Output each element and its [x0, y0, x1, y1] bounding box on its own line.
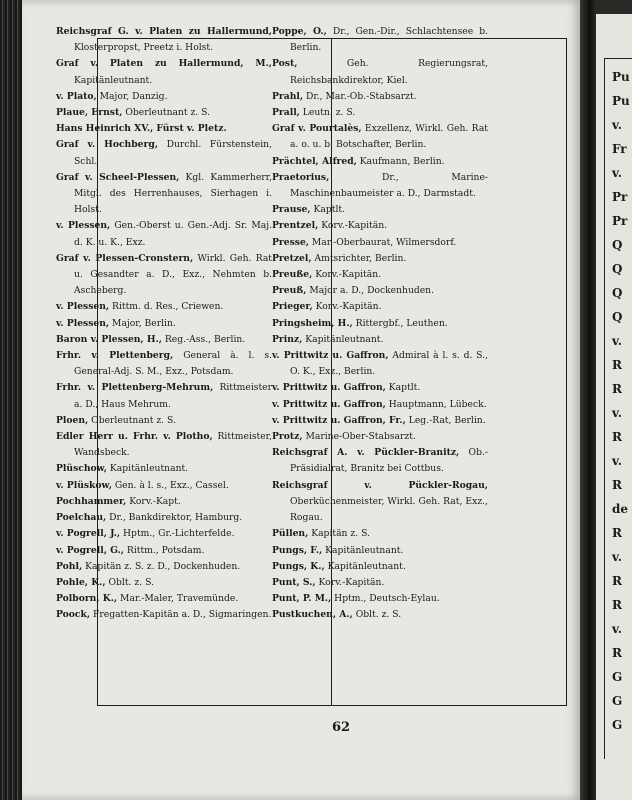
- entry-details: Mar.-Oberbaurat, Wilmersdorf.: [308, 236, 457, 248]
- entry-name: Edler Herr u. Frhr. v. Plotho,: [56, 431, 213, 443]
- entry-details: Korv.-Kapitän.: [312, 269, 382, 281]
- directory-entry: [56, 607, 272, 623]
- directory-entry: [272, 559, 488, 575]
- entry-name: Prall,: [272, 107, 300, 119]
- directory-entry: [272, 218, 488, 234]
- directory-entry: [272, 607, 488, 623]
- directory-entry: [272, 299, 488, 315]
- directory-entry: [56, 316, 272, 332]
- entry-details: Geh. Regierungsrat, Reichsbankdirektor, Kiel.: [290, 58, 488, 86]
- directory-entry: [272, 283, 488, 299]
- directory-entry: [272, 251, 488, 267]
- entry-details: Ob.-Präsidialrat, Branitz bei Cottbus.: [290, 447, 488, 475]
- directory-entry: [272, 235, 488, 251]
- entry-name: Reichsgraf G. v. Platen zu Hallermund,: [56, 26, 272, 37]
- left-column: [56, 24, 272, 624]
- entry-name: Preuße,: [272, 269, 313, 281]
- directory-entry: [56, 494, 272, 510]
- right-page-fragment: de: [612, 502, 629, 516]
- right-page-fragment: R: [612, 382, 622, 396]
- entry-name: Prahl,: [272, 90, 304, 102]
- directory-entry: [56, 348, 272, 380]
- entry-details: Rittm., Potsdam.: [124, 544, 205, 556]
- directory-entry: [272, 575, 488, 591]
- right-page-fragment: v.: [612, 622, 622, 636]
- entry-details: Oberleutnant z. S.: [88, 414, 176, 426]
- directory-entry: [56, 413, 272, 429]
- entry-details: Oblt. z. S.: [105, 576, 154, 588]
- right-column: [272, 24, 488, 624]
- entry-name: v. Pogrell, G.,: [56, 544, 125, 556]
- entry-name: Prächtel, Alfred,: [272, 155, 357, 167]
- directory-entry: [56, 591, 272, 607]
- right-page-fragment: v.: [612, 166, 622, 180]
- right-page-fragment: v.: [612, 454, 622, 468]
- entry-name: Prinz,: [272, 333, 303, 345]
- entry-details: Amtsrichter, Berlin.: [311, 252, 407, 264]
- entry-details: Kapitänleutnant.: [74, 74, 153, 86]
- right-page-edge: [596, 14, 632, 800]
- entry-details: Admiral à l. s. d. S., O. K., Exz., Berlin.: [290, 350, 488, 378]
- entry-details: Gen.-Oberst u. Gen.-Adj. Sr. Maj. d. K. u. K., Exz.: [74, 220, 273, 248]
- entry-name: Poppe, O.,: [272, 26, 327, 37]
- directory-entry: [272, 543, 488, 559]
- entry-details: General à. l. s. General-Adj. S. M., Exz., Potsdam.: [74, 350, 273, 378]
- directory-entry: [56, 526, 272, 542]
- directory-entry: [272, 105, 488, 121]
- entry-details: Korv.-Kapitän.: [315, 576, 385, 588]
- entry-details: Korv.-Kapitän.: [318, 220, 388, 232]
- entry-name: Pungs, K.,: [272, 560, 325, 572]
- entry-name: Pretzel,: [272, 252, 312, 264]
- entry-details: Leutn. z. S.: [299, 107, 356, 119]
- entry-name: Reichsgraf v. Pückler-Rogau,: [272, 479, 488, 491]
- entry-details: Durchl. Fürstenstein, Schl.: [74, 139, 272, 167]
- entry-name: Hans Heinrich XV., Fürst v. Pletz.: [56, 123, 227, 135]
- entry-name: Presse,: [272, 236, 309, 248]
- entry-details: Korv.-Kapitän.: [312, 301, 382, 313]
- entry-name: Pohle, K.,: [56, 576, 106, 588]
- entry-details: Major, Berlin.: [109, 317, 176, 329]
- directory-entry: [56, 429, 272, 461]
- entry-details: Hptm., Gr.-Lichterfelde.: [120, 528, 235, 540]
- directory-entry: [56, 461, 272, 477]
- entry-name: v. Plüskow,: [56, 479, 112, 491]
- book-edge: [0, 0, 24, 800]
- entry-details: Wirkl. Geh. Rat u. Gesandter a. D., Exz., Nehmten b. Ascheberg.: [74, 252, 272, 297]
- entry-details: Kapitän z. S. z. D., Dockenhuden.: [82, 560, 241, 572]
- entry-details: Dr., Mar.-Ob.-Stabsarzt.: [303, 90, 417, 102]
- right-page-fragment: R: [612, 574, 622, 588]
- entry-name: v. Prittwitz u. Gaffron,: [272, 398, 386, 410]
- right-page-fragment: G: [612, 670, 623, 684]
- directory-entry: [272, 380, 488, 396]
- left-page: [22, 0, 582, 800]
- directory-entry: [272, 121, 488, 153]
- directory-entry: [56, 137, 272, 169]
- entry-name: Punt, P. M.,: [272, 593, 332, 605]
- directory-entry: [56, 24, 272, 56]
- entry-name: Protz,: [272, 431, 303, 443]
- directory-entry: [272, 56, 488, 88]
- entry-details: Reg.-Ass., Berlin.: [161, 333, 246, 345]
- entry-name: v. Pogrell, J.,: [56, 528, 121, 540]
- entry-name: Graf v. Platen zu Hallermund, M.,: [56, 58, 272, 70]
- entry-details: Hptm., Deutsch-Eylau.: [331, 593, 440, 605]
- entry-details: Marine-Ober-Stabsarzt.: [302, 431, 416, 443]
- entry-name: v. Plessen,: [56, 317, 110, 329]
- entry-name: v. Plessen,: [56, 301, 110, 313]
- entry-details: Rittm. d. Res., Criewen.: [109, 301, 224, 313]
- entry-details: Major a. D., Dockenhuden.: [306, 285, 435, 297]
- directory-entry: [272, 267, 488, 283]
- entry-details: Dr., Marine-Maschinenbaumeister a. D., Darmstadt.: [290, 171, 488, 200]
- entry-name: Pohl,: [56, 560, 83, 572]
- book-gutter: [580, 0, 596, 800]
- entry-details: Kapitänleutnant.: [107, 463, 189, 475]
- directory-entry: [272, 591, 488, 607]
- entry-details: Oblt. z. S.: [352, 609, 402, 621]
- entry-details: Kapitän z. S.: [308, 528, 370, 540]
- entry-details: Korv.-Kapt.: [126, 495, 181, 507]
- entry-details: Rittmeister, Wandsbeck.: [74, 431, 272, 459]
- entry-name: Preuß,: [272, 285, 307, 297]
- entry-name: Pustkuchen, A.,: [272, 609, 353, 621]
- directory-entry: [56, 299, 272, 315]
- entry-name: Plüschow,: [56, 463, 108, 475]
- entry-name: v. Plessen,: [56, 220, 111, 232]
- directory-entry: [272, 348, 488, 380]
- directory-entry: [56, 251, 272, 300]
- entry-details: Hauptmann, Lübeck.: [385, 398, 487, 410]
- directory-entry: [56, 575, 272, 591]
- entry-name: v. Prittwitz u. Gaffron,: [272, 382, 386, 394]
- directory-entry: [272, 429, 488, 445]
- entry-name: Graf v. Hochberg,: [56, 139, 158, 151]
- entry-details: Dr., Bankdirektor, Hamburg.: [106, 512, 243, 524]
- entry-name: Praetorius,: [272, 171, 330, 183]
- directory-entry: [272, 316, 488, 332]
- directory-entry: [56, 478, 272, 494]
- entry-name: Ploen,: [56, 414, 89, 426]
- entry-details: Klosterpropst, Preetz i. Holst.: [74, 42, 213, 54]
- right-page-fragment: Q: [612, 238, 623, 252]
- entry-name: Post,: [272, 58, 298, 70]
- entry-name: Pochhammer,: [56, 495, 127, 507]
- entry-name: Prause,: [272, 204, 311, 216]
- entry-details: Major, Danzig.: [96, 90, 168, 102]
- right-page-fragment: Q: [612, 286, 623, 300]
- entry-details: Rittergbf., Leuthen.: [352, 317, 448, 329]
- directory-entry: [272, 526, 488, 542]
- entry-details: Dr., Gen.-Dir., Schlachtensee b. Berlin.: [290, 26, 488, 54]
- directory-entry: [56, 380, 272, 412]
- page-number: 62: [332, 720, 351, 735]
- directory-entry: [272, 170, 488, 202]
- right-page-fragment: R: [612, 646, 622, 660]
- directory-entry: [56, 56, 272, 88]
- directory-entry: [272, 202, 488, 218]
- entry-name: Reichsgraf A. v. Pückler-Branitz,: [272, 447, 460, 459]
- directory-entry: [272, 397, 488, 413]
- entry-name: Plaue, Ernst,: [56, 107, 123, 119]
- entry-details: Kaptlt.: [385, 382, 421, 394]
- entry-name: Graf v. Plessen-Cronstern,: [56, 252, 194, 264]
- right-page-fragment: v.: [612, 118, 622, 132]
- directory-entry: [272, 445, 488, 477]
- entry-details: Oberküchenmeister, Wirkl. Geh. Rat, Exz., Rogau.: [290, 495, 488, 524]
- entry-details: Kgl. Kammerherr, Mitgl. des Herrenhauses, Sierhagen i. Holst.: [74, 171, 272, 216]
- entry-name: Poelchau,: [56, 512, 107, 524]
- directory-entry: [56, 170, 272, 219]
- entry-details: Kapitänleutnant.: [324, 560, 406, 572]
- directory-entry: [56, 543, 272, 559]
- right-page-fragment: Q: [612, 310, 623, 324]
- entry-name: Frhr. v. Plettenberg,: [56, 350, 174, 362]
- right-page-fragment: Pu: [612, 70, 630, 84]
- right-page-fragment: R: [612, 598, 622, 612]
- entry-name: Baron v. Plessen, H.,: [56, 333, 162, 345]
- directory-entry: [272, 413, 488, 429]
- entry-details: Kaufmann, Berlin.: [356, 155, 445, 167]
- entry-name: v. Plato,: [56, 90, 97, 102]
- entry-name: Punt, S.,: [272, 576, 316, 588]
- right-page-fragment: R: [612, 478, 622, 492]
- right-page-fragment: G: [612, 718, 623, 732]
- directory-entry: [56, 89, 272, 105]
- entry-details: Rittmeister a. D., Haus Mehrum.: [74, 382, 273, 410]
- entry-details: Gen. à l. s., Exz., Cassel.: [111, 479, 229, 491]
- directory-entry: [272, 24, 488, 56]
- directory-entry: [56, 559, 272, 575]
- directory-entry: [56, 218, 272, 250]
- directory-entry: [272, 154, 488, 170]
- entry-name: Frhr. v. Plettenberg-Mehrum,: [56, 382, 214, 394]
- right-page-fragment: Q: [612, 262, 623, 276]
- right-page-fragment: Pu: [612, 94, 630, 108]
- right-page-fragment: Pr: [612, 214, 628, 228]
- right-page-fragment: R: [612, 358, 622, 372]
- right-page-fragment: R: [612, 430, 622, 444]
- right-page-fragment: v.: [612, 406, 622, 420]
- entry-name: Prentzel,: [272, 220, 319, 232]
- right-page-fragment: R: [612, 526, 622, 540]
- directory-entry: [56, 105, 272, 121]
- entry-name: Polborn, K.,: [56, 593, 118, 605]
- directory-entry: [272, 332, 488, 348]
- entry-name: Pringsheim, H.,: [272, 317, 353, 329]
- right-page-fragment: Pr: [612, 190, 628, 204]
- entry-name: Poock,: [56, 609, 91, 621]
- right-page-fragment: G: [612, 694, 623, 708]
- directory-entry: [272, 89, 488, 105]
- entry-name: Graf v. Scheel-Plessen,: [56, 171, 180, 183]
- entry-name: Graf v. Pourtalès,: [272, 123, 362, 135]
- entry-details: Leg.-Rat, Berlin.: [405, 414, 486, 426]
- entry-name: Pungs, F.,: [272, 544, 323, 556]
- entry-name: v. Prittwitz u. Gaffron,: [272, 350, 389, 362]
- right-page-fragment: v.: [612, 334, 622, 348]
- entry-details: Exzellenz, Wirkl. Geh. Rat a. o. u. b. Botschafter, Berlin.: [290, 123, 488, 151]
- right-page-fragment: v.: [612, 550, 622, 564]
- right-page-fragment: Fr: [612, 142, 627, 156]
- entry-name: Püllen,: [272, 528, 309, 540]
- directory-entry: [56, 510, 272, 526]
- entry-details: Oberleutnant z. S.: [122, 107, 211, 119]
- entry-details: Kapitänleutnant.: [322, 544, 404, 556]
- entry-details: Kaptlt.: [310, 204, 345, 216]
- entry-details: Mar.-Maler, Travemünde.: [117, 593, 239, 605]
- entry-name: Prieger,: [272, 301, 313, 313]
- directory-entry: [56, 332, 272, 348]
- entry-details: Kapitänleutnant.: [302, 333, 384, 345]
- entry-name: v. Prittwitz u. Gaffron, Fr.,: [272, 414, 406, 426]
- directory-entry: [272, 478, 488, 527]
- entry-details: Fregatten-Kapitän a. D., Sigmaringen.: [90, 609, 272, 621]
- directory-entry: [56, 121, 272, 137]
